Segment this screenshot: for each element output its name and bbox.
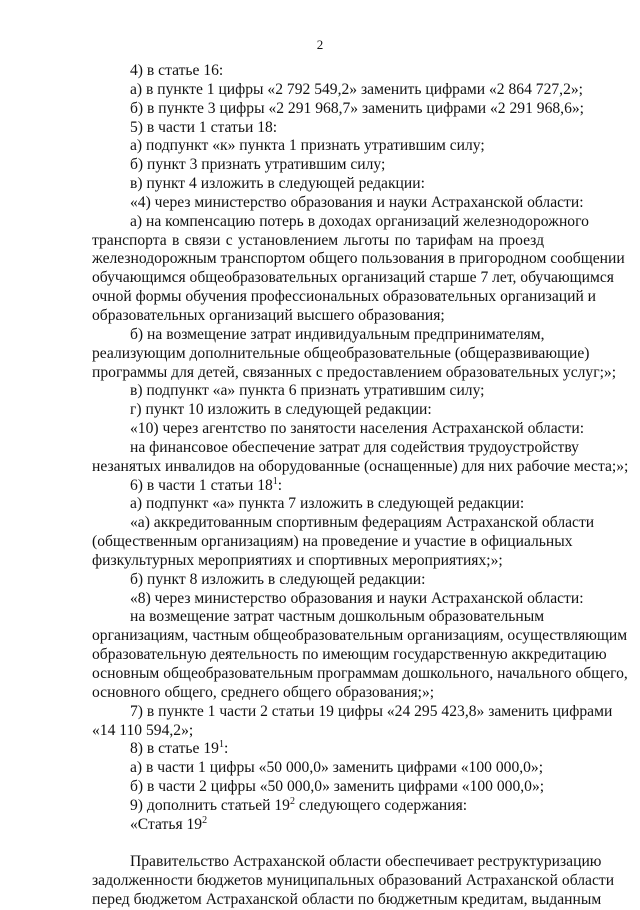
- line-tail: :: [277, 476, 283, 494]
- text-line: [92, 684, 544, 703]
- line-text: реализующим дополнительные общеобразовательные (общеразвивающие): [92, 344, 590, 362]
- text-line: [92, 514, 595, 533]
- line-text: железнодорожным транспортом общего пользования в пригородном сообщении: [92, 250, 625, 268]
- line-text: основным общеобразовательным программам дошкольного, начального общего,: [92, 665, 628, 682]
- text-line: [92, 119, 544, 138]
- text-line: [92, 608, 544, 627]
- text-line: [92, 193, 584, 213]
- text-line: [92, 797, 544, 816]
- line-text: б) пункт 3 признать утратившим силу;: [130, 156, 386, 174]
- line-text: 7) в пункте 1 части 2 статьи 19 цифры «24 295 423,8» заменить цифрами: [130, 702, 613, 720]
- text-line: [92, 816, 544, 835]
- line-text: очной формы обучения профессиональных образовательных организаций и: [92, 288, 597, 306]
- text-line: [92, 740, 544, 759]
- text-line: [92, 589, 584, 609]
- text-line: [92, 326, 544, 345]
- text-line: [92, 288, 597, 307]
- page-number: 2: [316, 37, 324, 52]
- text-line: [92, 759, 544, 778]
- text-line: [92, 835, 544, 854]
- line-text: а) в пункте 1 цифры «2 792 549,2» заменить цифрами «2 864 727,2»;: [130, 80, 583, 98]
- text-line: [92, 495, 544, 514]
- line-text: а) подпункт «к» пункта 1 признать утратившим силу;: [130, 137, 485, 155]
- text-line: [92, 646, 607, 665]
- line-text: транспорта в связи с установлением льготы по тарифам на проезд: [92, 231, 544, 249]
- line-text: перед бюджетом Астраханской области по бюджетным кредитам, выданным: [92, 891, 602, 909]
- line-tail: следующего содержания:: [294, 796, 468, 814]
- line-text: Правительство Астраханской области обеспечивает реструктуризацию: [130, 853, 602, 871]
- line-text: основного общего, среднего общего образования;»;: [92, 683, 435, 701]
- superscript: 1: [218, 739, 224, 751]
- superscript: 1: [272, 475, 278, 487]
- text-line: [92, 891, 602, 910]
- text-line: [92, 137, 544, 156]
- superscript: 2: [289, 795, 295, 807]
- text-line: [92, 702, 613, 722]
- text-line: [92, 382, 544, 401]
- text-line: [92, 232, 544, 251]
- text-line: [92, 80, 583, 100]
- line-text: а) подпункт «а» пункта 7 изложить в следующей редакции:: [130, 495, 525, 513]
- line-text: 5) в части 1 статьи 18:: [130, 118, 278, 136]
- line-text: «14 110 594,2»;: [92, 721, 194, 739]
- line-text: б) в пункте 3 цифры «2 291 968,7» заменить цифрами «2 291 968,6»;: [130, 99, 585, 117]
- line-text: физкультурных мероприятиях и спортивных мероприятиях;»;: [92, 551, 503, 569]
- line-text: «4) через министерство образования и науки Астраханской области:: [130, 193, 584, 211]
- text-line: [92, 156, 544, 175]
- line-text: незанятых инвалидов на оборудованные (оснащенные) для них рабочие места;»;: [92, 457, 629, 475]
- text-line: [92, 175, 544, 194]
- line-text: б) в части 2 цифры «50 000,0» заменить цифрами «100 000,0»;: [130, 778, 545, 796]
- text-line: [92, 552, 544, 571]
- text-line: [92, 571, 544, 590]
- text-line: [92, 420, 585, 439]
- text-line: [92, 438, 579, 458]
- text-line: [92, 533, 573, 552]
- text-line: [92, 627, 628, 646]
- line-text: 9) дополнить статьей 19: [130, 796, 290, 814]
- superscript: 2: [202, 814, 208, 826]
- line-text: обучающимся общеобразовательных организаций старше 7 лет, обучающимся: [92, 269, 614, 287]
- line-text: «Статья 19: [130, 815, 203, 833]
- line-text: г) пункт 10 изложить в следующей редакции:: [130, 401, 432, 419]
- line-text: «10) через агентство по занятости населения Астраханской области:: [130, 420, 585, 438]
- text-line: [92, 99, 585, 119]
- line-text: задолженности бюджетов муниципальных образований Астраханской области: [92, 872, 615, 890]
- line-text: на финансовое обеспечение затрат для содействия трудоустройству: [130, 438, 579, 456]
- line-text: а) в части 1 цифры «50 000,0» заменить цифрами «100 000,0»;: [130, 759, 544, 777]
- text-line: [92, 62, 544, 81]
- line-text: (общественным организациям) на проведение и участие в официальных: [92, 533, 573, 551]
- line-text: образовательных организаций высшего образования;: [92, 306, 445, 324]
- text-line: [92, 363, 617, 383]
- line-text: 4) в статье 16:: [130, 62, 224, 79]
- text-line: [92, 457, 629, 477]
- text-line: [92, 401, 544, 420]
- line-text: «8) через министерство образования и науки Астраханской области:: [130, 589, 584, 607]
- line-text: образовательную деятельность по имеющим государственную аккредитацию: [92, 646, 607, 664]
- text-line: [92, 307, 544, 326]
- text-line: [92, 778, 544, 797]
- line-text: на возмещение затрат частным дошкольным образовательным: [130, 608, 545, 626]
- line-text: программы для детей, связанных с предоставлением образовательных услуг;»;: [92, 363, 617, 381]
- text-line: [92, 344, 590, 364]
- text-line: [92, 665, 628, 684]
- text-line: [92, 853, 602, 872]
- line-text: «а) аккредитованным спортивным федерациям Астраханской области: [130, 514, 595, 532]
- line-tail: :: [223, 740, 229, 758]
- line-text: 6) в части 1 статьи 18: [130, 476, 273, 494]
- line-text: б) пункт 8 изложить в следующей редакции:: [130, 570, 426, 588]
- text-line: [92, 250, 625, 269]
- text-line: [92, 212, 589, 232]
- text-line: [92, 872, 615, 891]
- text-line: [92, 477, 544, 496]
- line-text: 8) в статье 19: [130, 740, 219, 758]
- line-text: б) на возмещение затрат индивидуальным предпринимателям,: [130, 325, 545, 343]
- line-text: организациям, частным общеобразовательным организациям, осуществляющим: [92, 627, 628, 645]
- text-line: [92, 722, 544, 741]
- line-text: в) подпункт «а» пункта 6 признать утратившим силу;: [130, 382, 485, 400]
- line-text: в) пункт 4 изложить в следующей редакции:: [130, 175, 425, 193]
- document-body: [92, 62, 629, 910]
- text-line: [92, 269, 614, 288]
- line-text: а) на компенсацию потерь в доходах организаций железнодорожного: [130, 212, 589, 230]
